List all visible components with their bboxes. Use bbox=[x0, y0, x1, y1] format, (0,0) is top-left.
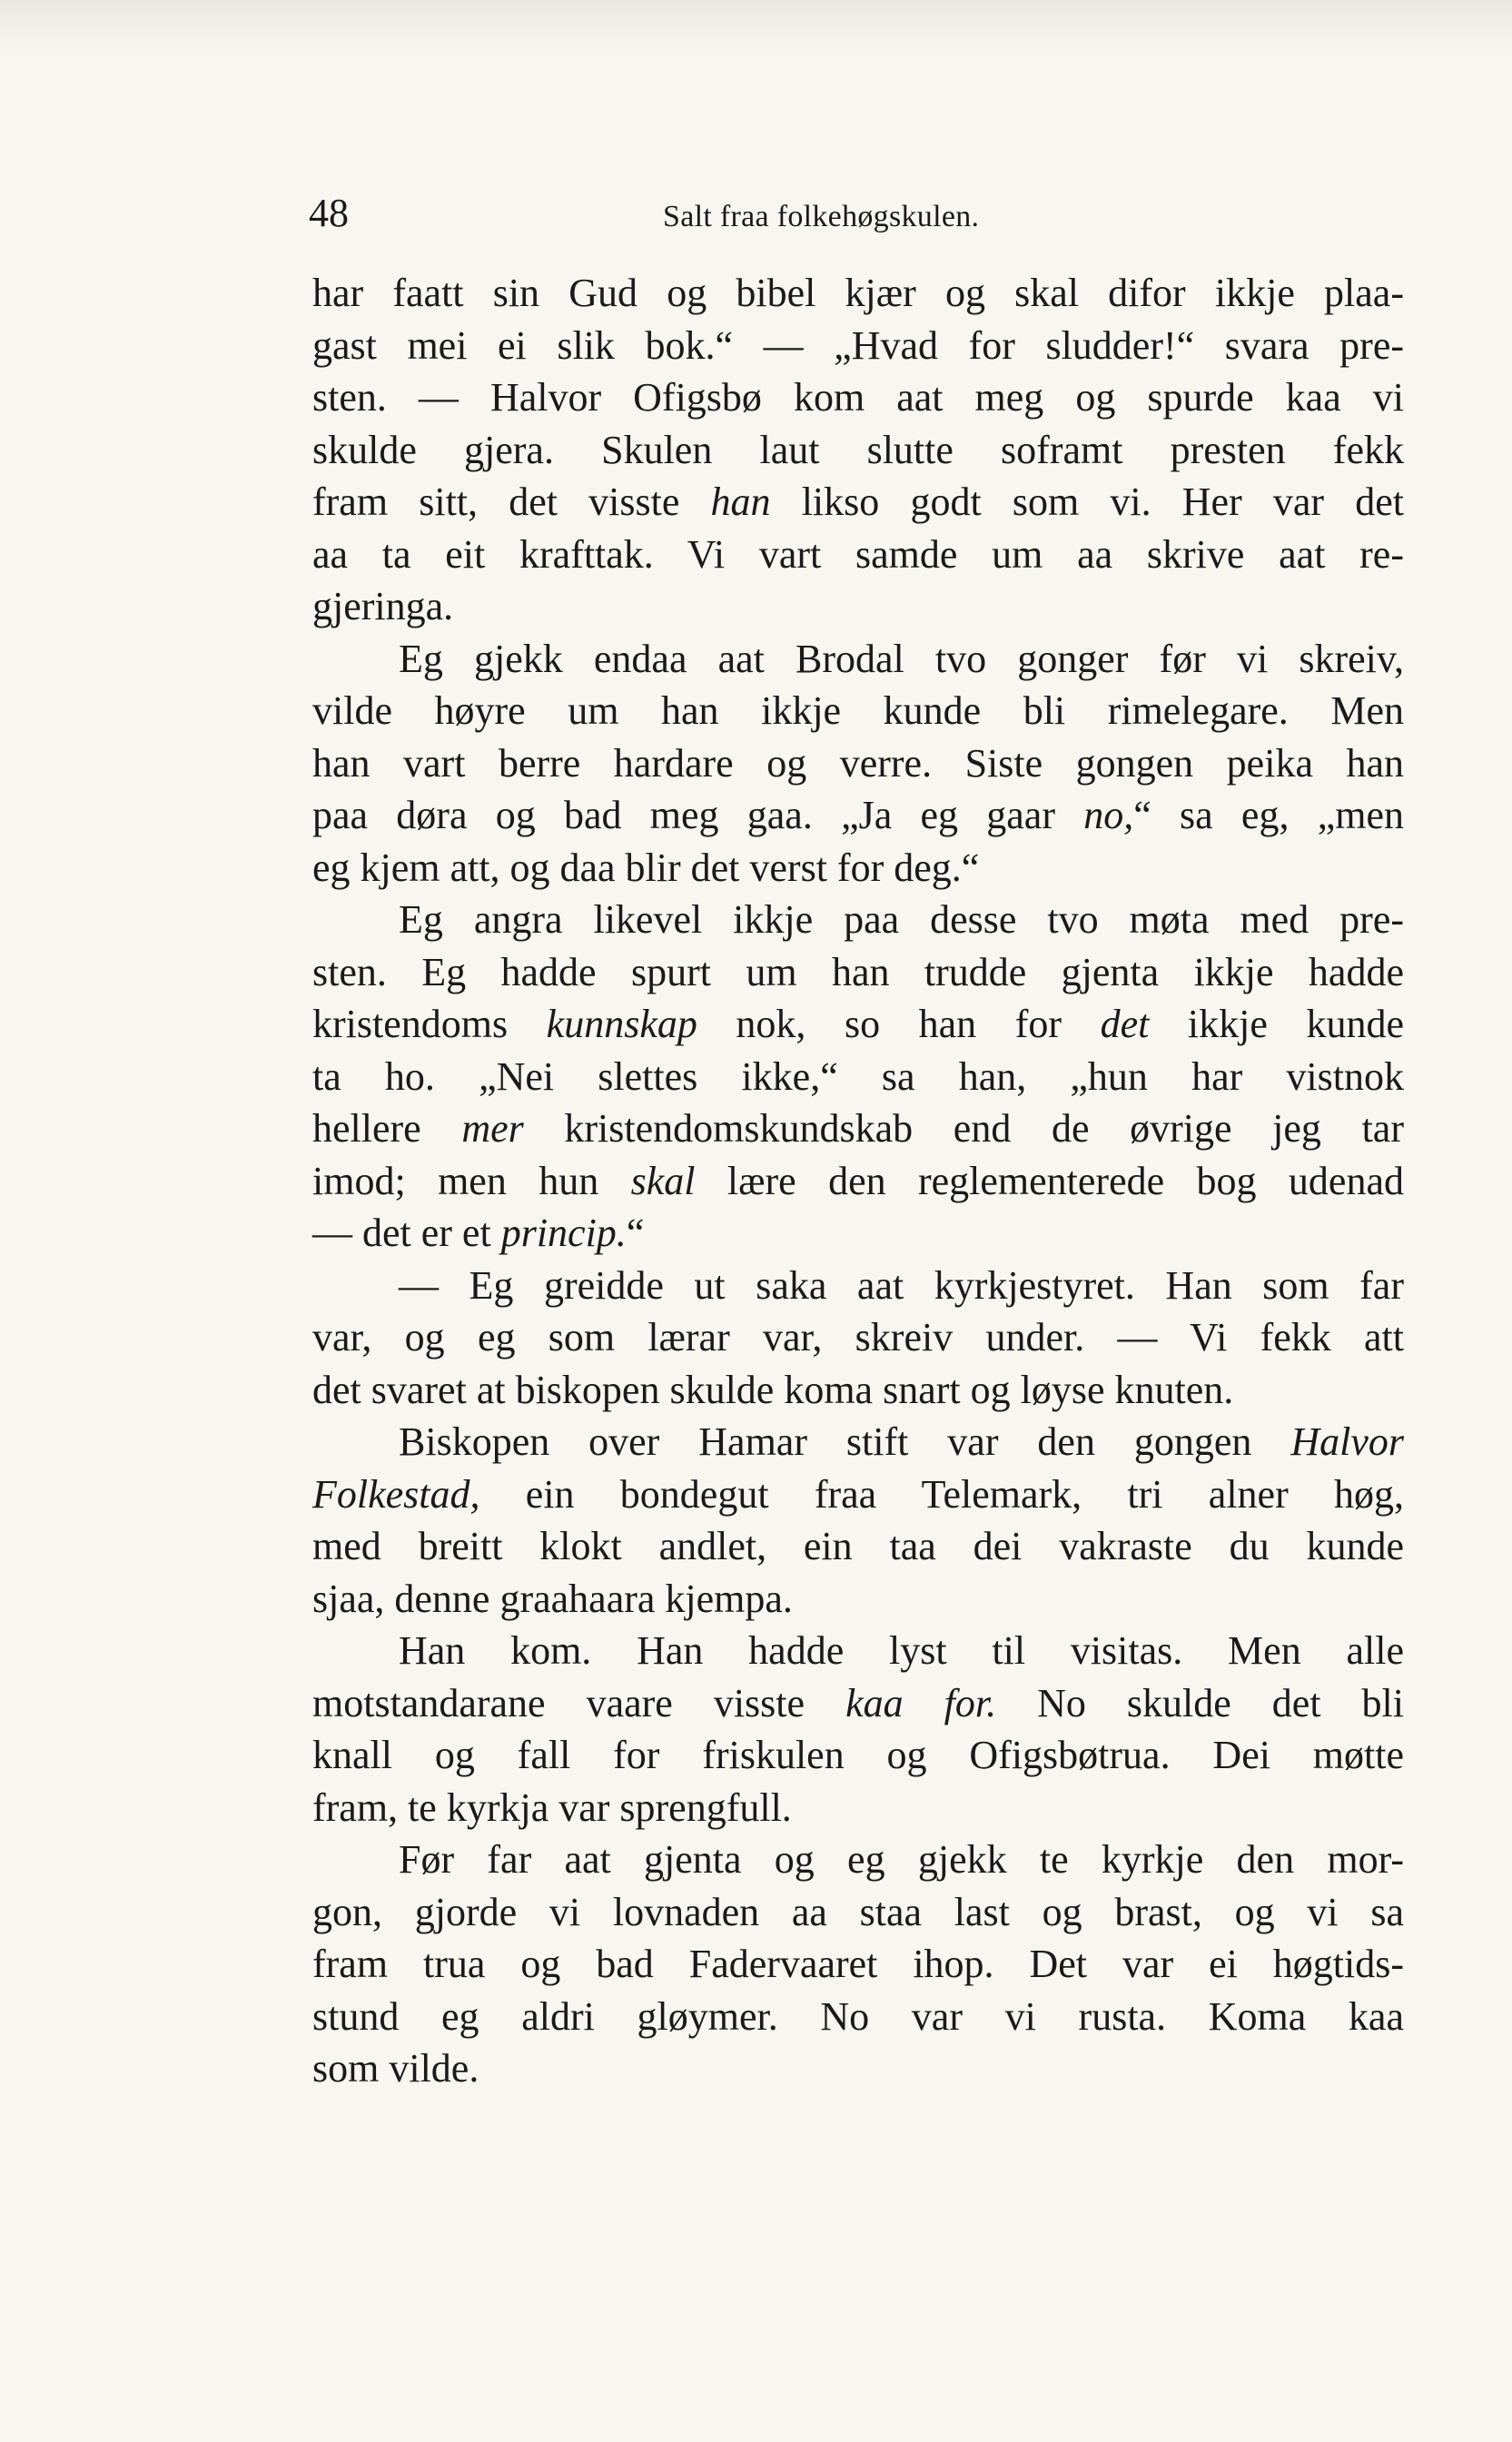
text-line: Biskopen over Hamar stift var den gongen Halvor bbox=[399, 1419, 1404, 1464]
paragraph bbox=[312, 1416, 1404, 1625]
italic-text: Halvor bbox=[1290, 1419, 1404, 1464]
text-line: motstandarane vaare visste kaa for. No skulde det bli bbox=[312, 1680, 1405, 1725]
text-line: fram, te kyrkja var sprengfull. bbox=[312, 1785, 792, 1830]
text-line: Folkestad, ein bondegut fraa Telemark, tri alner høg, bbox=[312, 1471, 1404, 1517]
running-head: Salt fraa folkehøgskulen. bbox=[663, 200, 980, 233]
text-line: Eg gjekk endaa aat Brodal tvo gonger før vi skreiv, bbox=[399, 636, 1404, 681]
text-line: vilde høyre um han ikkje kunde bli rimelegare. Men bbox=[312, 688, 1404, 733]
text-line: Eg angra likevel ikkje paa desse tvo møta med pre- bbox=[399, 897, 1404, 942]
text-line: Før far aat gjenta og eg gjekk te kyrkje den mor- bbox=[399, 1837, 1404, 1882]
paragraph bbox=[312, 1625, 1404, 1834]
italic-text: han bbox=[710, 480, 771, 524]
italic-text: princip. bbox=[500, 1211, 627, 1255]
text-line: ta ho. „Nei slettes ikke,“ sa han, „hun har vistnok bbox=[312, 1053, 1404, 1099]
text-line: fram sitt, det visste han likso godt som vi. Her var det bbox=[312, 480, 1404, 524]
italic-text: kaa for. bbox=[845, 1680, 997, 1725]
text-line: aa ta eit krafttak. Vi vart samde um aa skrive aat re- bbox=[312, 531, 1404, 577]
text-line: eg kjem att, og daa blir det verst for deg.“ bbox=[312, 845, 980, 890]
text-line: Han kom. Han hadde lyst til visitas. Men alle bbox=[399, 1628, 1404, 1673]
text-line: fram trua og bad Fadervaaret ihop. Det var ei høgtids- bbox=[312, 1942, 1404, 1986]
text-line: kristendoms kunnskap nok, so han for det ikkje kunde bbox=[312, 1002, 1404, 1046]
text-line: det svaret at biskopen skulde koma snart og løyse knuten. bbox=[312, 1367, 1234, 1412]
paragraph bbox=[312, 1834, 1404, 2095]
italic-text: kunnskap bbox=[546, 1002, 697, 1046]
italic-text: Folkestad, bbox=[312, 1471, 480, 1517]
text-line: gon, gjorde vi lovnaden aa staa last og brast, og vi sa bbox=[312, 1889, 1404, 1934]
italic-text: mer bbox=[461, 1106, 524, 1151]
paragraph bbox=[312, 894, 1404, 1260]
italic-text: det bbox=[1100, 1002, 1150, 1046]
text-line: sten. — Halvor Ofigsbø kom aat meg og spurde kaa vi bbox=[312, 375, 1404, 420]
text-line: — Eg greidde ut saka aat kyrkjestyret. Han som far bbox=[399, 1262, 1404, 1308]
text-line: hellere mer kristendomskundskab end de øvrige jeg tar bbox=[312, 1106, 1404, 1151]
page-header bbox=[309, 186, 1408, 241]
text-line: gast mei ei slik bok.“ — „Hvad for sludder!“ svara pre- bbox=[312, 322, 1404, 368]
text-line: skulde gjera. Skulen laut slutte soframt presten fekk bbox=[312, 427, 1404, 472]
italic-text: skal bbox=[630, 1158, 696, 1203]
text-line: stund eg aldri gløymer. No var vi rusta. Koma kaa bbox=[312, 1993, 1404, 2039]
text-line: med breitt klokt andlet, ein taa dei vakraste du kunde bbox=[312, 1524, 1404, 1568]
text-line: var, og eg som lærar var, skreiv under. — Vi fekk att bbox=[312, 1315, 1404, 1359]
paragraph bbox=[312, 267, 1404, 633]
paragraph bbox=[312, 633, 1404, 895]
page-number: 48 bbox=[309, 191, 349, 235]
text-line: imod; men hun skal lære den reglementerede bog udenad bbox=[312, 1158, 1404, 1203]
body-text bbox=[312, 267, 1404, 2095]
text-line: han vart berre hardare og verre. Siste gongen peika han bbox=[312, 740, 1404, 786]
italic-text: no, bbox=[1083, 793, 1134, 837]
text-line: sten. Eg hadde spurt um han trudde gjenta ikkje hadde bbox=[312, 949, 1404, 994]
text-line: sjaa, denne graahaara kjempa. bbox=[312, 1576, 793, 1621]
text-line: har faatt sin Gud og bibel kjær og skal difor ikkje plaa- bbox=[312, 271, 1404, 315]
text-line: som vilde. bbox=[312, 2046, 479, 2091]
text-line: knall og fall for friskulen og Ofigsbøtrua. Dei møtte bbox=[312, 1733, 1404, 1777]
text-line: paa døra og bad meg gaa. „Ja eg gaar no,“ sa eg, „men bbox=[312, 793, 1404, 837]
text-line: — det er et princip.“ bbox=[312, 1211, 645, 1255]
text-line: gjeringa. bbox=[312, 584, 454, 628]
paragraph bbox=[312, 1260, 1404, 1417]
